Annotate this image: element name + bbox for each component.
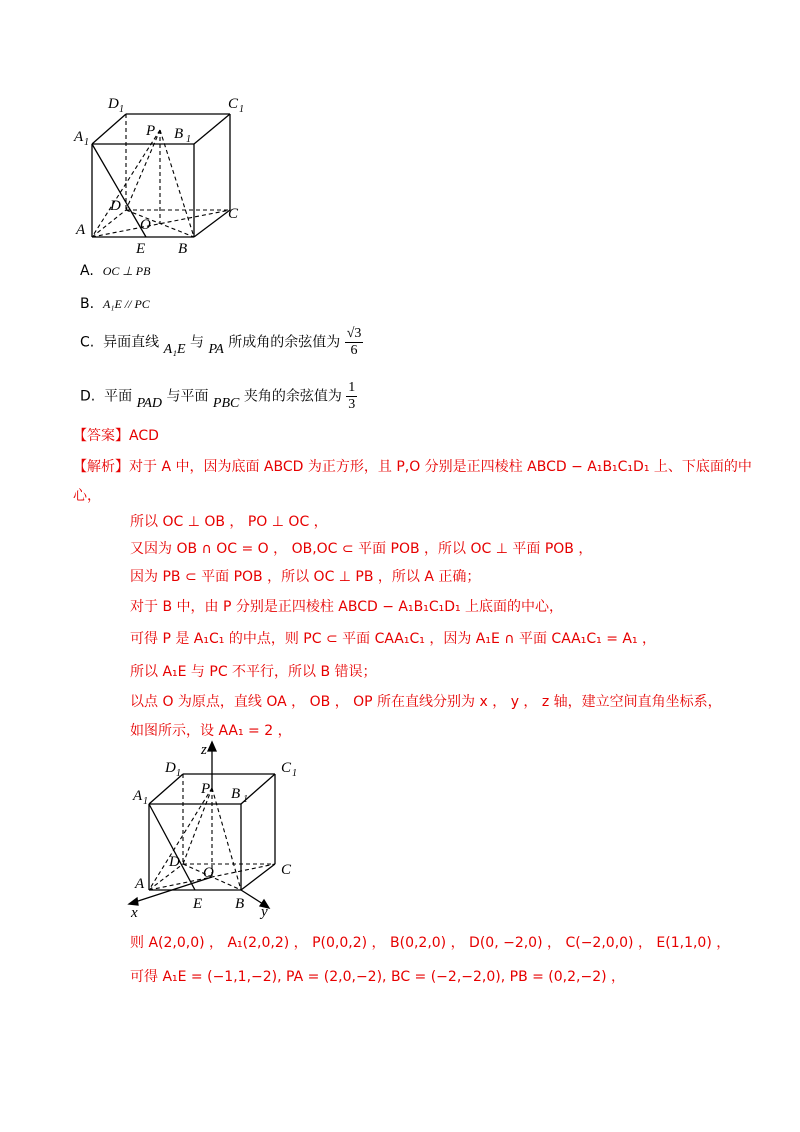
answer-tag: 【答案】 [73,428,129,444]
analysis-line-7: 所以 A₁E 与 PC 不平行，所以 B 错误； [130,664,377,680]
label-A1-sub: 1 [84,137,89,148]
analysis-tag: 【解析】 [73,459,129,475]
figure-prism-2 [125,740,310,920]
analysis-line-9: 如图所示，设 AA₁ = 2 ， [130,723,292,739]
label-A1: A [133,788,143,804]
answer-line [73,425,159,445]
label-B: B [235,896,245,912]
analysis-line-6: 可得 P 是 A₁C₁ 的中点，则 PC ⊂ 平面 CAA₁C₁ ，因为 A₁E ∩ 平面 CAA₁C₁ = A₁ ， [130,631,657,647]
svg-text:1: 1 [243,794,248,805]
label-D1-sub: 1 [119,104,124,115]
figure-prism-1 [70,92,270,257]
axis-x-label: x [131,905,138,920]
analysis-line-8: 以点 O 为原点，直线 OA ， OB ， OP 所在直线分别为 x ， y ， z 轴，建立空间直角坐标系， [130,694,722,710]
label-B: B [178,241,188,257]
answer-value: ACD [129,428,159,444]
label-C1: C [228,96,239,112]
analysis-line-11: 可得 A₁E = (−1,1,−2), PA = (2,0,−2), BC = (−2,−2,0), PB = (0,2,−2) ， [130,969,626,985]
label-D: D [169,854,180,870]
analysis-line-4: 因为 PB ⊂ 平面 POB ，所以 OC ⊥ PB ，所以 A 正确； [130,569,481,585]
analysis-line-10: 则 A(2,0,0) ， A₁(2,0,2) ， P(0,0,2) ， B(0,2,0) ， D(0, −2,0) ， C(−2,0,0) ， E(1,1,0) ， [130,935,731,951]
label-D1: D [165,760,176,776]
label-A: A [135,876,145,892]
option-a: A. OC ⊥ PB [80,263,151,279]
label-A1: A [74,129,84,145]
option-d: D. 平面 PAD 与平面 PBC 夹角的余弦值为 $\frac{1}{3}$ [80,380,356,412]
label-O: O [140,217,151,233]
label-P: P [146,123,156,139]
svg-text:1: 1 [143,796,148,807]
label-D1: D [108,96,119,112]
axis-z-label: z [201,742,207,758]
svg-text:1: 1 [176,768,181,779]
label-C: C [281,862,292,878]
label-E: E [136,241,146,257]
label-B1: B [174,126,184,142]
label-B1: B [231,786,241,802]
svg-text:1: 1 [292,768,297,779]
analysis-line-3: 又因为 OB ∩ OC = O ， OB,OC ⊂ 平面 POB ，所以 OC ⊥ 平面 POB ， [130,541,593,557]
label-O: O [203,865,214,881]
label-P: P [201,781,211,797]
label-E: E [193,896,203,912]
option-b-math: A₁E // PC [102,297,150,311]
label-B1-sub: 1 [186,134,191,145]
label-C1-sub: 1 [239,104,244,115]
axis-y-label: y [261,904,268,920]
option-c: C. 异面直线 A₁E 与 PA 所成角的余弦值为 $\frac{√3}{6}$ [80,326,362,358]
option-c-fraction: $\frac{√3}{6}$ [346,326,362,358]
analysis-line-1b: 心， [73,488,101,504]
label-A: A [76,222,86,238]
option-d-fraction: $\frac{1}{3}$ [348,380,356,412]
analysis-line-2: 所以 OC ⊥ OB ， PO ⊥ OC ， [130,514,328,530]
option-a-math: OC ⊥ PB [102,264,151,278]
analysis-line-1: 【解析】对于 A 中，因为底面 ABCD 为正方形，且 P,O 分别是正四棱柱 ABCD − A₁B₁C₁D₁ 上、下底面的中 [73,459,752,475]
analysis-line-5: 对于 B 中，由 P 分别是正四棱柱 ABCD − A₁B₁C₁D₁ 上底面的中心， [130,599,564,615]
option-b: B. A₁E // PC [80,296,150,312]
label-C: C [228,206,239,222]
label-C1: C [281,760,292,776]
label-D: D [110,198,121,214]
